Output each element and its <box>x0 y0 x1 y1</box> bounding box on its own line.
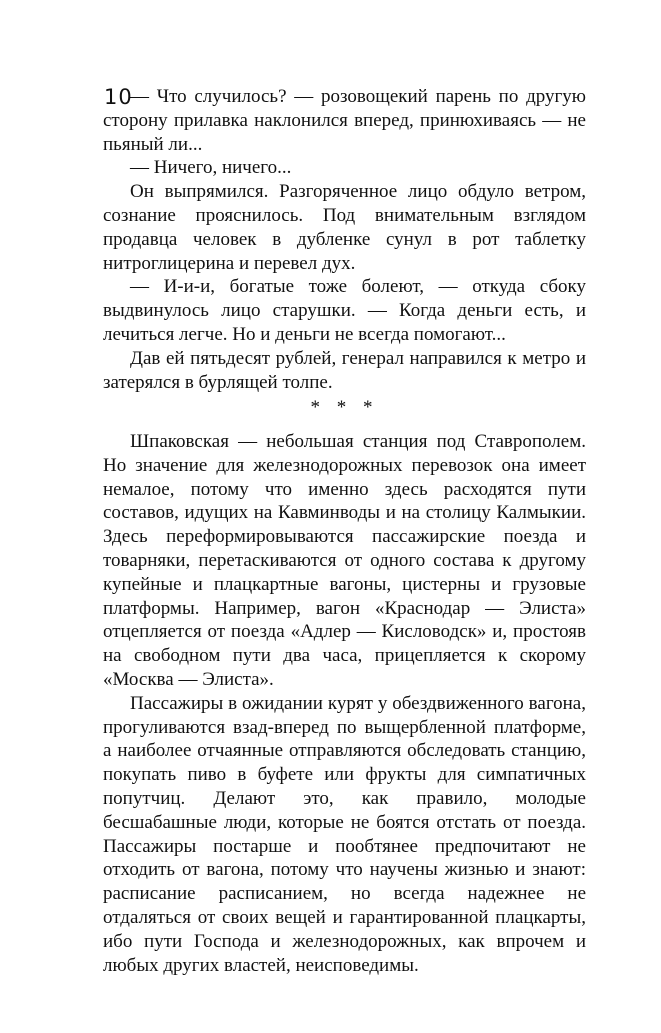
paragraph: — Что случилось? — розовощекий парень по другую сторону прилавка наклонился вперед, принюхиваясь — не пьяный ли... <box>103 86 586 155</box>
bottom-text-section <box>103 430 586 977</box>
section-separator: * * * <box>310 397 379 418</box>
paragraph: Дав ей пятьдесят рублей, генерал направился к метро и затерялся в бурлящей толпе. <box>103 347 586 393</box>
paragraph: — И-и-и, богатые тоже болеют, — откуда сбоку выдвинулось лицо старушки. — Когда деньги есть, и лечиться легче. Но и деньги не всегда помогают... <box>103 276 586 345</box>
page-number: 10 <box>104 85 133 109</box>
top-text-section <box>103 85 586 394</box>
paragraph: — Ничего, ничего... <box>130 157 292 179</box>
paragraph: Шпаковская — небольшая станция под Ставрополем. Но значение для железнодорожных перевозок она имеет немалое, потому что именно здесь расходятся пути составов, идущих на Кавминводы и на столицу Калмыкии. Здесь переформировываются пассажирские поезда и товарняки, перетаскиваются от одного состава к другому купейные и плацкартные вагоны, цистерны и грузовые платформы. Например, вагон «Краснодар — Элиста» отцепляется от поезда «Адлер — Кисловодск» и, простояв на свободном пути два часа, прицепляется к скорому «Москва — Элиста». <box>103 431 586 690</box>
paragraph: Пассажиры в ожидании курят у обездвиженного вагона, прогуливаются взад-вперед по выщербленной платформе, а наиболее отчаянные отправляются обследовать станцию, покупать пиво в буфете или фрукты для симпатичных попутчиц. Делают это, как правило, молодые бесшабашные люди, которые не боятся отстать от поезда. Пассажиры постарше и пообтянее предпочитают не отходить от вагона, потому что научены жизнью и знают: расписание расписанием, но всегда надежнее не отдаляться от своих вещей и гарантированной плацкарты, ибо пути Господа и железнодорожных, как впрочем и любых других властей, неисповедимы. <box>103 692 586 976</box>
paragraph: Он выпрямился. Разгоряченное лицо обдуло ветром, сознание прояснилось. Под внимательным взглядом продавца человек в дубленке сунул в рот таблетку нитроглицерина и перевел дух. <box>103 181 586 274</box>
